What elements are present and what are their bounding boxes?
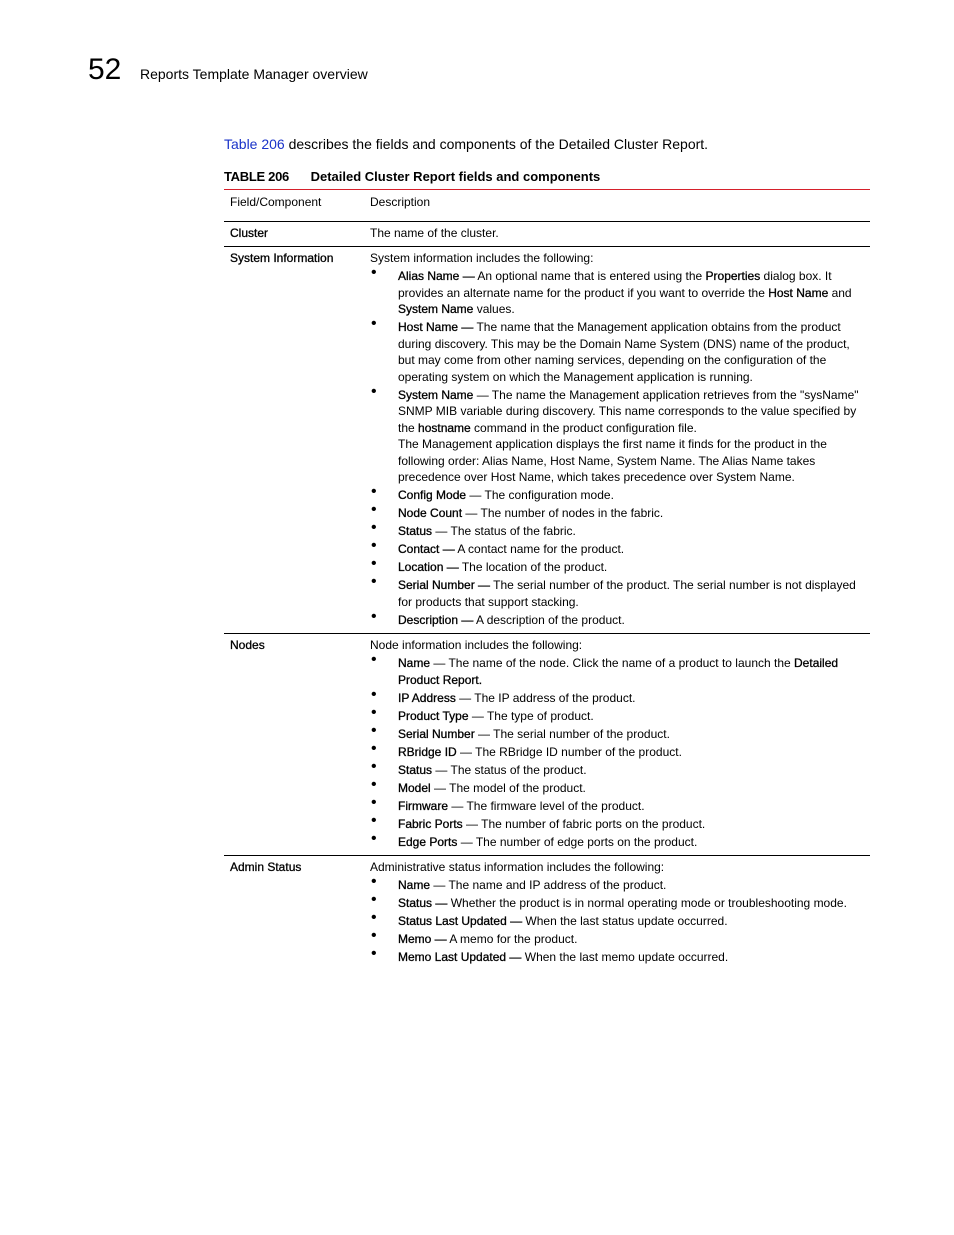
list-item: • Status — Whether the product is in normal operating mode or troubleshooting mode.	[370, 895, 864, 912]
chapter-title: Reports Template Manager overview	[140, 66, 368, 82]
field-label: Admin Status	[230, 860, 302, 874]
list-item: • Node Count — The number of nodes in the fabric.	[370, 505, 864, 522]
description-lead: Node information includes the following:	[370, 638, 583, 652]
continuation-paragraph: The Management application displays the first name it finds for the product in the following order: Alias Name, Host Name, System Name. The Alias Name takes precedence over Host Name, which takes precedence over System Name.	[398, 437, 827, 484]
table-row	[224, 221, 870, 247]
description-cell	[364, 856, 870, 971]
list-item: • Serial Number — The serial number of the product.	[370, 726, 864, 743]
field-cell	[224, 856, 364, 971]
table-206-link[interactable]: Table 206	[224, 136, 285, 152]
description-lead: Administrative status information includes the following:	[370, 860, 665, 874]
bullet-list	[370, 877, 864, 966]
list-item: • Memo Last Updated — When the last memo update occurred.	[370, 949, 864, 966]
list-item: • Product Type — The type of product.	[370, 708, 864, 725]
fields-table	[224, 191, 870, 971]
bullet-list	[370, 268, 864, 436]
column-header-description: Description	[364, 191, 870, 221]
field-cell	[224, 247, 364, 634]
list-item: • Status — The status of the fabric.	[370, 523, 864, 540]
list-item: • Name — The name of the node. Click the name of a product to launch the Detailed Product Report.	[370, 655, 864, 688]
list-item: • System Name — The name the Management application retrieves from the "sysName" SNMP MIB variable during discovery. This name corresponds to the value specified by the hostname command in the product configuration file.	[370, 387, 864, 437]
list-item: • Serial Number — The serial number of the product. The serial number is not displayed for products that support stacking.	[370, 577, 864, 610]
bullet-list	[370, 487, 864, 628]
table-caption	[224, 169, 870, 185]
field-label: Nodes	[230, 638, 265, 652]
intro-text: describes the fields and components of the Detailed Cluster Report.	[284, 136, 709, 152]
list-item: • Status — The status of the product.	[370, 762, 864, 779]
table-title: Detailed Cluster Report fields and components	[310, 169, 601, 184]
table-row	[224, 247, 870, 634]
field-cell	[224, 221, 364, 247]
table-row	[224, 856, 870, 971]
table-tag: TABLE 206	[224, 169, 289, 184]
list-item: • RBridge ID — The RBridge ID number of the product.	[370, 744, 864, 761]
column-header-field: Field/Component	[224, 191, 364, 221]
list-item: • Status Last Updated — When the last status update occurred.	[370, 913, 864, 930]
chapter-number: 52	[88, 53, 122, 86]
field-label: System Information	[230, 251, 334, 265]
table-row	[224, 634, 870, 856]
table-header-row	[224, 191, 870, 221]
list-item: • Alias Name — An optional name that is entered using the Properties dialog box. It provides an alternate name for the product if you want to override the Host Name and System Name values.	[370, 268, 864, 318]
list-item: • Host Name — The name that the Management application obtains from the product during discovery. This may be the Domain Name System (DNS) name of the product, but may come from other naming services, depending on the configuration of the operating system on which the Management application is running.	[370, 319, 864, 385]
description-cell: The name of the cluster.	[364, 221, 870, 247]
field-label: Cluster	[230, 225, 269, 240]
list-item: • Name — The name and IP address of the product.	[370, 877, 864, 894]
list-item: • Location — The location of the product.	[370, 559, 864, 576]
list-item: • Memo — A memo for the product.	[370, 931, 864, 948]
description-cell	[364, 247, 870, 634]
list-item: • Firmware — The firmware level of the product.	[370, 798, 864, 815]
list-item: • Edge Ports — The number of edge ports on the product.	[370, 834, 864, 851]
list-item: • Model — The model of the product.	[370, 780, 864, 797]
list-item: • Description — A description of the product.	[370, 612, 864, 629]
list-item: • Fabric Ports — The number of fabric ports on the product.	[370, 816, 864, 833]
field-cell	[224, 634, 364, 856]
list-item: • IP Address — The IP address of the product.	[370, 690, 864, 707]
list-item: • Config Mode — The configuration mode.	[370, 487, 864, 504]
intro-paragraph	[224, 135, 708, 153]
caption-rule	[224, 189, 870, 190]
list-item: • Contact — A contact name for the product.	[370, 541, 864, 558]
description-lead: System information includes the following:	[370, 251, 594, 265]
bullet-list	[370, 655, 864, 850]
description-cell	[364, 634, 870, 856]
